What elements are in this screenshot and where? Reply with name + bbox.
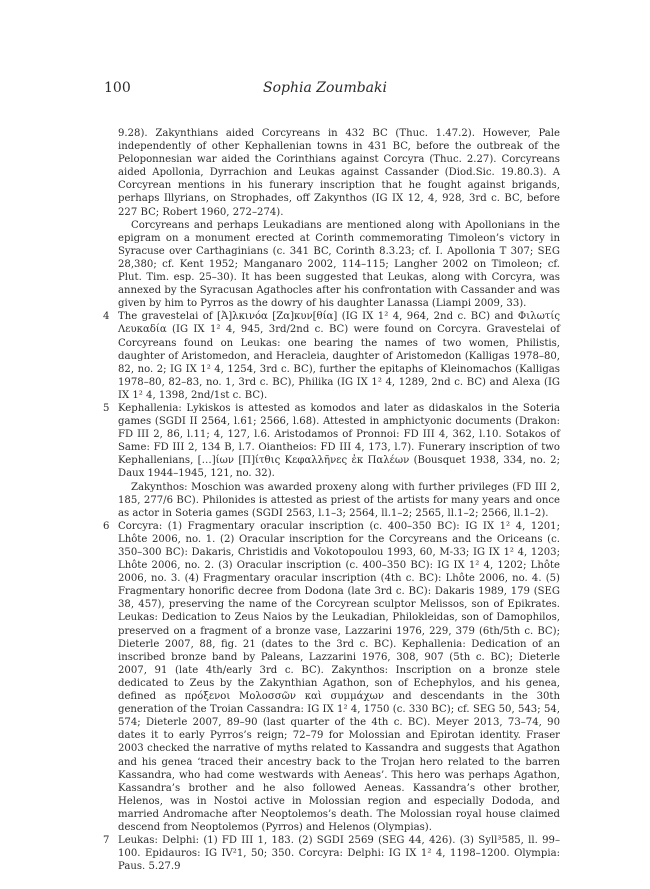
- footnotes-body: [103, 127, 560, 873]
- footnote-text: Leukas: Delphi: (1) FD III 1, 183. (2) SGDI 2569 (SEG 44, 426). (3) Syll³585, ll. 99–100. Epidauros: IG IV²1, 50; 350. Corcyra: Delphi: IG IX 1² 4, 1198–1200. Olympia: Paus. 5.27.9: [118, 835, 560, 873]
- footnote-text: Kephallenia: Lykiskos is attested as komodos and later as didaskalos in the Soteria games (SGDI II 2564, l.61; 2566, l.68). Attested in amphictyonic documents (Drakon: FD III 2, 86, l.11; 4, 127, l.6. Aristodamos of Pronnoi: FD III 4, 362, l.10. Sotakos of Same: FD III 2, 134 B, l.7. Oiantheios: FD III 4, 173, l.7). Funerary inscription of two Kephallenians, […]ίων [Π]ίτθις Κεφαλλῆνες ἐκ Παλέων (Bousquet 1938, 334, no. 2; Daux 1944–1945, 121, no. 32).: [118, 402, 560, 480]
- footnote-4: [103, 310, 560, 402]
- footnote-5: [103, 402, 560, 481]
- footnote-number: 7: [103, 835, 110, 847]
- running-head: Sophia Zoumbaki: [263, 80, 387, 96]
- footnote-6: [103, 520, 560, 834]
- footnote-number: 5: [103, 402, 110, 414]
- footnote-7: [103, 834, 560, 873]
- note-3-paragraph-2: Corcyreans and perhaps Leukadians are mentioned along with Apollonians in the epigram on a monument erected at Corinth commemorating Timoleon’s victory in Syracuse over Carthaginians (c. 341 BC, Corinth 8.3.23; cf. I. Apollonia T 307; SEG 28,380; cf. Kent 1952; Manganaro 2002, 114–115; Langher 2002 on Timoleon; cf. Plut. Tim. esp. 25–30). It has been suggested that Leukas, along with Corcyra, was annexed by the Syracusan Agathocles after his confrontation with Cassander and was given by him to Pyrros as the dowry of his daughter Lanassa (Liampi 2009, 33).: [118, 219, 560, 310]
- footnote-text: The gravestelai of [Ἀ]λκινόα [Ζα]κυν[θία] (IG IX 1² 4, 964, 2nd c. BC) and Φιλωτίς Λευκαδία (IG IX 1² 4, 945, 3rd/2nd c. BC) were found on Corcyra. Gravestelai of Corcyreans found on Leukas: one bearing the names of two women, Philistis, daughter of Aristomedon, and Heracleia, daughter of Aristomedon (Kalligas 1978–80, 82, no. 2; IG IX 1² 4, 1254, 3rd c. BC), further the epitaphs of Kleinomachos (Kalligas 1978–80, 82–83, no. 1, 3rd c. BC), Philika (IG IX 1² 4, 1289, 2nd c. BC) and Alexa (IG IX 1² 4, 1398, 2nd/1st c. BC).: [118, 311, 560, 401]
- footnote-number: 6: [103, 520, 110, 532]
- note-5-paragraph-2: Zakynthos: Moschion was awarded proxeny along with further privileges (FD III 2, 185, 277/6 BC). Philonides is attested as priest of the artists for many years and once as actor in Soteria games (SGDI 2563, l.1–3; 2564, ll.1–2; 2565, ll.1–2; 2566, ll.1–2).: [118, 481, 560, 519]
- footnote-number: 4: [103, 311, 110, 323]
- note-3-continuation: 9.28). Zakynthians aided Corcyreans in 432 BC (Thuc. 1.47.2). However, Pale independently of other Kephallenian towns in 431 BC, before the outbreak of the Peloponnesian war aided the Corinthians against Corcyra (Thuc. 2.27). Corcyreans aided Apollonia, Dyrrachion and Leukas against Cassander (Diod.Sic. 19.80.3). A Corcyrean mentions in his funerary inscription that he fought against brigands, perhaps Illyrians, on Strophades, off Zakynthos (IG IX 12, 4, 928, 3rd c. BC, before 227 BC; Robert 1960, 272–274).: [118, 128, 560, 218]
- page-number: 100: [104, 80, 131, 96]
- footnote-text: Corcyra: (1) Fragmentary oracular inscription (c. 400–350 BC): IG IX 1² 4, 1201; Lhôte 2006, no. 1. (2) Oracular inscription for the Corcyreans and the Oriceans (c. 350–300 BC): Dakaris, Christidis and Vokotopoulou 1993, 60, M-33; IG IX 1² 4, 1203; Lhôte 2006, no. 2. (3) Oracular inscription (c. 400–350 BC): IG IX 1² 4, 1202; Lhôte 2006, no. 3. (4) Fragmentary oracular inscription (4th c. BC): Lhôte 2006, no. 4. (5) Fragmentary honorific decree from Dodona (late 3rd c. BC): Dakaris 1989, 179 (SEG 38, 457), preserving the name of the Corcyrean sculptor Melissos, son of Epikrates. Leukas: Dedication to Zeus Naios by the Leukadian, Philokleidas, son of Damophilos, preserved on a fragment of a bronze vase, Lazzarini 1976, 229, 379 (6th/5th c. BC); Dieterle 2007, 88, fig. 21 (dates to the 3rd c. BC). Kephallenia: Dedication of an inscribed bronze band by Paleans, Lazzarini 1976, 308, 907 (5th c. BC); Dieterle 2007, 91 (late 4th/early 3rd c. BC). Zakynthos: Inscription on a bronze stele dedicated to Zeus by the Zakynthian Agathon, son of Echephylos, and his genea, defined as πρόξενοι Μολοσσῶν καὶ συμμάχων and descendants in the 30th generation of the Troian Cassandra: IG IX 1² 4, 1750 (c. 330 BC); cf. SEG 50, 543; 54, 574; Dieterle 2007, 89–90 (last quarter of the 4th c. BC). Meyer 2013, 73–74, 90 dates it to early Pyrros’s reign; 72–79 for Molossian and Epirotan identity. Fraser 2003 checked the narrative of myths related to Kassandra and suggests that Agathon and his genea ‘traced their ancestry back to the Trojan hero related to the barren Kassandra, who had come westwards with Aeneas’. This hero was perhaps Agathon, Kassandra’s brother and he also followed Aeneas. Kassandra’s other brother, Helenos, was in Nostoi active in Molossian region and especially Dododa, and married Andromache after Neoptolemos’s death. The Molossian royal house claimed descend from Neoptolemos (Pyrros) and Helenos (Olympias).: [118, 520, 560, 833]
